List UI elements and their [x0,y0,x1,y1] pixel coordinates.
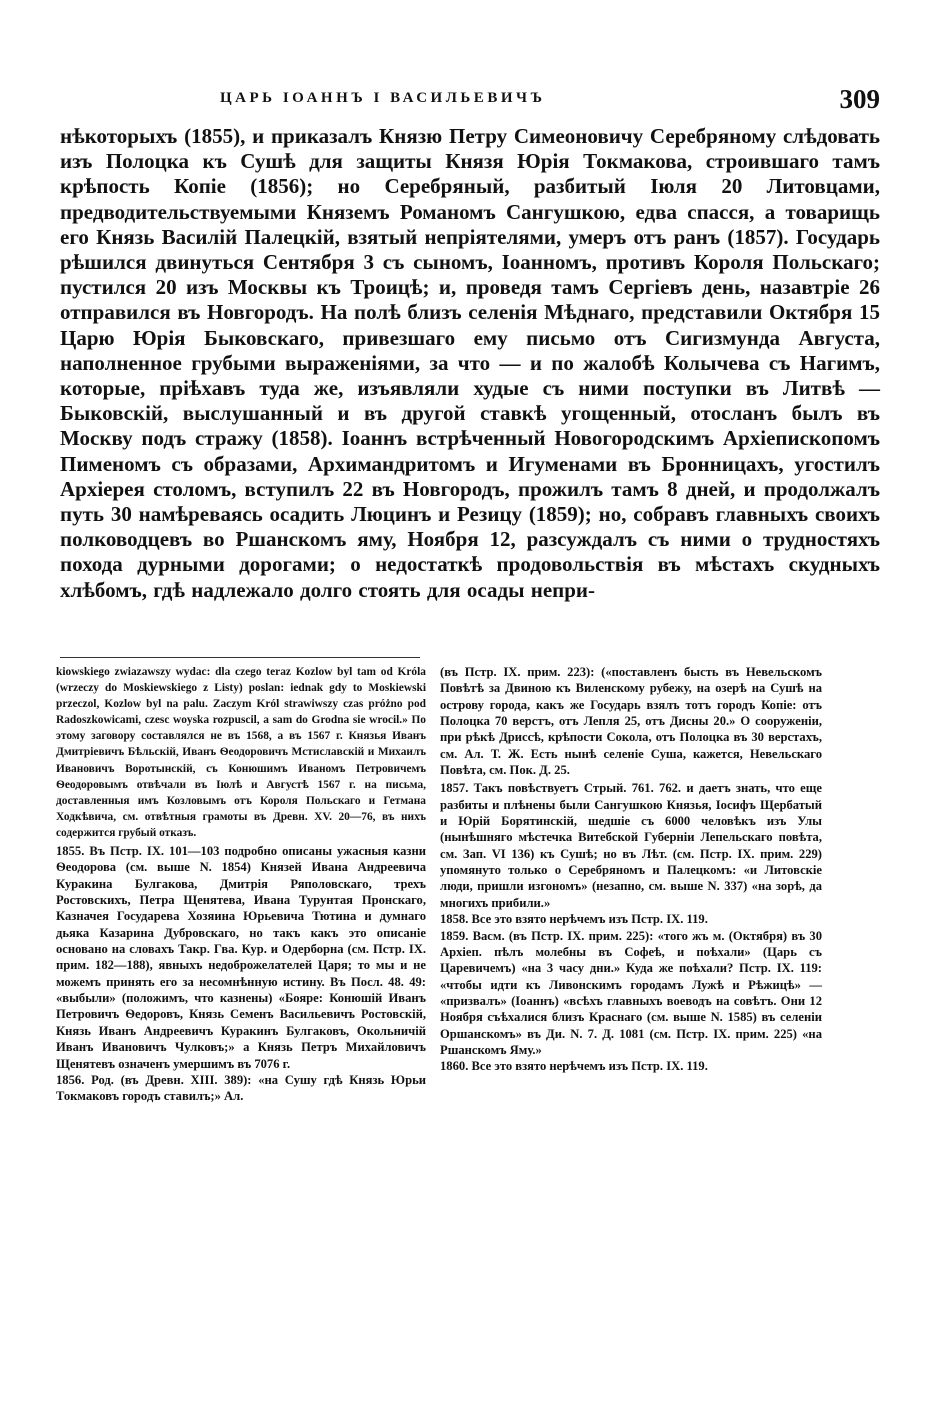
footnote-divider [60,657,420,658]
footnote [440,664,822,778]
running-head: ЦАРЬ IОАННЪ I ВАСИЛЬЕВИЧЪ [220,90,546,106]
footnote [440,911,822,927]
footnote [56,843,426,1072]
footnote-text: Род. (въ Древн. XIII. 389): «на Сушу гдѣ Князь Юрьи Токмаковъ городъ ставилъ;» Ал. [56,1072,427,1104]
footnote-number: 1860. [440,1059,469,1074]
footnote-number: 1856. [56,1072,85,1087]
footnotes-right-column [440,664,822,1075]
page-header [60,86,880,116]
footnote [56,1072,426,1105]
footnote-text: (въ Пстр. IX. прим. 223): («поставленъ бысть въ Невельскомъ Повѣтѣ за Двиною къ Виленскому рубежу, на озерѣ на Сушѣ на острову города, какъ же Государь взялъ тотъ городъ Копіе: отъ Полоцка 70 верстъ, отъ Лепля 25, отъ Дисны 20.» О сооруженіи, при рѣкѣ Дриссѣ, крѣпости Сокола, отъ Полоцка въ 30 верстахъ, см. Ал. Т. Ж. Есть нынѣ селеніе Суша, кажется, Невельскаго Повѣта, см. Пок. Д. 25. [440,665,822,778]
footnotes-left-column [56,664,426,1105]
footnote-number: 1859. [440,928,469,943]
footnote-text: Все это взято нерѣчемъ изъ Пстр. IX. 119. [471,912,708,927]
footnote [440,928,822,1059]
footnote-number: 1855. [56,844,85,859]
footnote-number: 1858. [440,912,469,927]
footnote-text: Въ Пстр. IX. 101—103 подробно описаны ужасныя казни Ѳеодорова (см. выше N. 1854) Князей Ивана Андреевича Куракина Булгакова, Дмитрія Ряполовскаго, трехъ Ростовскихъ, Петра Щенятева, Ивана Турунтая Пронскаго, Казначея Государева Хозяина Юрьевича Тютина и думнаго дьяка Казарина Дубровскаго, но такъ какъ это описаніе основано на словахъ Такр. Гва. Кур. и Одерборна (см. Пстр. IX. прим. 182—188), явныхъ недоброжелателей Царя; то мы и не можемъ принять его за несомнѣнную истину. Въ Посл. 48. 49: «выбыли» (положимъ, что казнены) «Бояре: Конюшій Иванъ Петровичъ Ѳедоровъ, Князь Семенъ Васильевичъ Ростовскій, Князь Иванъ Андреевичъ Куракинъ Булгаковъ, Окольничій Иванъ Ивановичъ Чулковъ;» а Князь Петръ Михайловичъ Щенятевъ означенъ умершимъ въ 7076 г. [56,844,426,1071]
footnote [56,664,426,841]
footnote-text: Все это взято нерѣчемъ изъ Пстр. IX. 119. [471,1059,708,1074]
footnote-text: Такъ повѣствуетъ Стрый. 761. 762. и даетъ знать, что еще разбиты и плѣнены были Сангушкою Князья, Іосифъ Щербатый и Юрій Борятинскій, шедшіе съ 6000 человѣкъ изъ Улы (нынѣшняго мѣстечка Витебской Губерніи Лепельскаго повѣта, см. Зап. VI 136) къ Сушѣ; но въ Лѣт. (см. Пстр. IX. прим. 229) упомянуто только о Серебряномъ и Палецкомъ: «и Литовскіе люди, пришли изгономъ» (незапно, см. выше N. 337) «на зорѣ, да многихъ прибили.» [440,781,822,910]
page-number: 309 [839,84,880,114]
footnote [440,780,822,911]
main-text [60,124,880,603]
footnote-number: 1857. [440,781,469,796]
footnote-text: Васм. (въ Пстр. IX. прим. 225): «того жъ м. (Октября) въ 30 Архіеп. пѣлъ молебны въ Софеѣ, и поѣхали» (Царь съ Царевичемъ) «на 3 часу дни.» Куда же поѣхали? Пстр. IX. 119: «чтобы идти къ Ливонскимъ городамъ Лужѣ и Рѣжицѣ» — «призвалъ» (Іоаннъ) «всѣхъ главныхъ воеводъ на совѣтъ. Они 12 Ноября съѣхалися близъ Краснаго (см. выше N. 1585) въ селеніи Оршанскомъ» въ Ди. N. 7. Д. 1081 (см. Пстр. IX. прим. 225) «на Ршанскомъ Яму.» [440,928,822,1057]
footnote [440,1058,822,1074]
footnote-text: kiowskiego zwiazawszy wydac: dla czego teraz Kozlow byl tam od Króla (wrzeczy do Moskiewskiego z Listy) poslan: iednak gdy to Moskiewski przeczol, Kozlow byl na palu. Zaczym Król strawiwszy czas próżno pod Radoszkowicami, czesc woyska rozpuscil, a sam do Grodna sie wrocil.» По этому заговору составлялся не въ 1568, а въ 1567 г. Князья Иванъ Дмитріевичъ Бѣльскій, Иванъ Ѳеодоровичъ Мстиславскій и Михаилъ Ивановичъ Воротынскій, съ Конюшимъ Иваномъ Петровичемъ Ѳеодоровымъ отвѣчали въ Іюлѣ и Августѣ 1567 г. на письма, доставленныя имъ Козловымъ отъ Короля Польскаго и Гетмана Ходкѣвича, см. отвѣтныя грамоты въ Древн. XV. 20—76, въ нихъ содержится грубый отказъ. [56,666,426,839]
body-paragraph: нѣкоторыхъ (1855), и приказалъ Князю Петру Симеоновичу Серебряному слѣдовать изъ Полоцка къ Сушѣ для защиты Князя Юрія Токмакова, строившаго тамъ крѣпость Копіе (1856); но Серебряный, разбитый Іюля 20 Литовцами, предводительствуемыми Княземъ Романомъ Сангушкою, едва спасся, а товарищь его Князь Василій Палецкій, взятый непріятелями, умеръ отъ ранъ (1857). Государь рѣшился двинуться Сентября 3 съ сыномъ, Іоанномъ, противъ Короля Польскаго; пустился 20 изъ Москвы къ Троицѣ; и, проведя тамъ Сергіевъ день, назавтріе 26 отправился въ Новгородъ. На полѣ близъ селенія Мѣднаго, представили Октября 15 Царю Юрія Быковскаго, привезшаго ему письмо отъ Сигизмунда Августа, наполненное грубыми выраженіями, за что — и по жалобѣ Колычева съ Нагимъ, которые, пріѣхавъ туда же, изъявляли худые съ ними поступки въ Литвѣ — Быковскій, выслушанный и въ другой ставкѣ угощенный, отосланъ былъ въ Москву подъ стражу (1858). Іоаннъ встрѣченный Новогородскимъ Архіепископомъ Пименомъ съ образами, Архимандритомъ и Игуменами въ Бронницахъ, угостилъ Архіерея столомъ, вступилъ 22 въ Новгородъ, прожилъ тамъ 8 дней, и продолжалъ путь 30 намѣреваясь осадить Люцинъ и Резицу (1859); но, собравъ главныхъ своихъ полководцевъ во Ршанскомъ яму, Ноября 12, разсуждалъ съ ними о трудностяхъ похода дурными дорогами; о недостаткѣ продовольствія въ мѣстахъ скудныхъ хлѣбомъ, гдѣ надлежало долго стоять для осады непри- [60,124,880,602]
